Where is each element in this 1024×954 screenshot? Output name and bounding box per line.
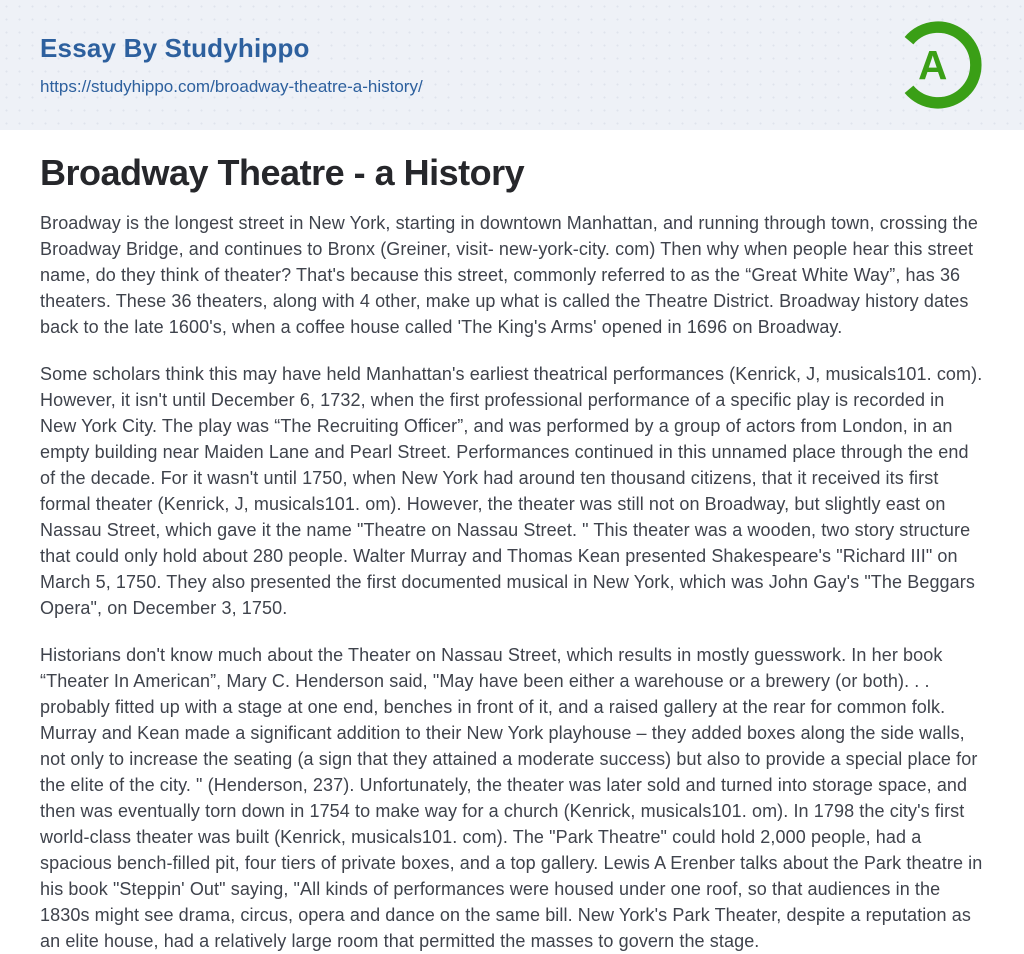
essay-url-link[interactable]: https://studyhippo.com/broadway-theatre-a-history/ [40,77,423,96]
logo-letter: A [918,42,948,89]
essay-paragraph-3: Historians don't know much about the Theater on Nassau Street, which results in mostly guesswork. In her book “Theater In American”, Mary C. Henderson said, "May have been either a warehouse or a brewery (or both). . . probably fitted up with a stage at one end, benches in front of it, and a raised gallery at the rear for common folk. Murray and Kean made a significant addition to their New York playhouse – they added boxes along the side walls, not only to increase the seating (a sign that they attained a moderate success) but also to provide a special place for the elite of the city. " (Henderson, 237). Unfortunately, the theater was later sold and turned into storage space, and then was eventually torn down in 1754 to make way for a church (Kenrick, musicals101. om). In 1798 the city's first world-class theater was built (Kenrick, musicals101. com). The "Park Theatre" could hold 2,000 people, had a spacious bench-filled pit, four tiers of private boxes, and a top gallery. Lewis A Erenber talks about the Park theatre in his book "Steppin' Out" saying, "All kinds of performances were housed under one roof, so that audiences in the 1830s might see drama, circus, opera and dance on the same bill. New York's Park Theater, despite a reputation as an elite house, had a relatively large room that permitted the masses to govern the stage. [40,645,983,951]
essay-paragraph-1: Broadway is the longest street in New York, starting in downtown Manhattan, and running through town, crossing the Broadway Bridge, and continues to Bronx (Greiner, visit- new-york-city. com) Then why when people hear this street name, do they think of theater? That's because this street, commonly referred to as the “Great White Way”, has 36 theaters. These 36 theaters, along with 4 other, make up what is called the Theatre District. Broadway history dates back to the late 1600's, when a coffee house called 'The King's Arms' opened in 1696 on Broadway. [40,213,978,337]
essay-paragraph-2: Some scholars think this may have held Manhattan's earliest theatrical performances (Kenrick, J, musicals101. com). However, it isn't until December 6, 1732, when the first professional performance of a specific play is recorded in New York City. The play was “The Recruiting Officer”, and was performed by a group of actors from London, in an empty building near Maiden Lane and Pearl Street. Performances continued in this unnamed place through the end of the decade. For it wasn't until 1750, when New York had around ten thousand citizens, that it received its first formal theater (Kenrick, J, musicals101. om). However, the theater was still not on Broadway, but slightly east on Nassau Street, which gave it the name "Theatre on Nassau Street. " This theater was a wooden, two story structure that could only hold about 280 people. Walter Murray and Thomas Kean presented Shakespeare's "Richard III" on March 5, 1750. They also presented the first documented musical in New York, which was John Gay's "The Beggars Opera", on December 3, 1750. [40,364,983,618]
page-title: Broadway Theatre - a History [40,152,525,193]
studyhippo-logo [894,21,982,109]
studyhippo-logo-icon [894,21,982,109]
essay-article [0,130,1024,954]
essay-by-heading: Essay By Studyhippo [40,33,310,63]
header-text-block [40,33,423,97]
page-header [0,0,1024,130]
